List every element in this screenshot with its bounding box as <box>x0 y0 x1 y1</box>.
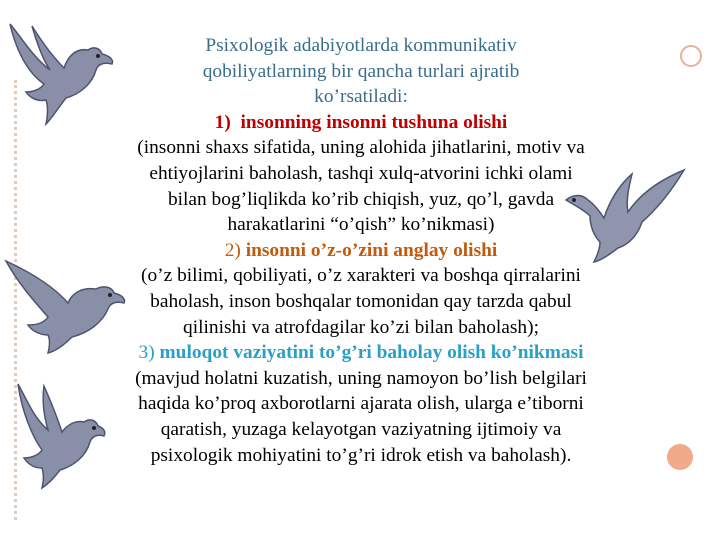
item-3-heading-line <box>70 340 652 366</box>
item-2-number: 2) <box>224 239 241 261</box>
item-1-number: 1) <box>214 111 231 133</box>
item-1-desc-line: harakatlarini “o’qish” ko’nikmasi) <box>227 214 495 236</box>
item-3-desc-line: haqida ko’proq axborotlarni ajarata olish, ularga e’tiborni <box>138 393 584 415</box>
item-3-desc-line: (mavjud holatni kuzatish, uning namoyon bo’lish belgilari <box>135 367 587 389</box>
item-3-heading: muloqot vaziyatini to’g’ri baholay olish ko’nikmasi <box>159 342 584 364</box>
decorative-circle-outline <box>680 45 702 67</box>
item-1-desc-line: ehtiyojlarini baholash, tashqi xulq-atvorini ichki olami <box>149 162 573 184</box>
item-2-heading-line <box>70 238 652 264</box>
slide-content <box>70 33 652 468</box>
item-1-heading: insonning insonni tushuna olishi <box>240 111 508 133</box>
item-1-heading-line <box>70 110 652 136</box>
item-2-heading: insonni o’z-o’zini anglay olishi <box>245 239 498 261</box>
item-3-number: 3) <box>138 342 155 364</box>
title-line-1: Psixologik adabiyotlarda kommunikativ <box>205 35 517 56</box>
title-line-3: ko’rsatiladi <box>314 86 403 108</box>
item-3-desc-line: qaratish, yuzaga kelayotgan vaziyatning ijtimoiy va <box>160 418 562 440</box>
item-2-desc-line: baholash, inson boshqalar tomonidan qay tarzda qabul <box>150 290 572 312</box>
item-2-desc-line: (o’z bilimi, qobiliyati, o’z xarakteri va boshqa qirralarini <box>141 265 581 287</box>
item-1-desc-line: (insonni shaxs sifatida, uning alohida jihatlarini, motiv va <box>137 137 585 159</box>
title-line-2: qobiliyatlarning bir qancha turlari ajratib <box>202 60 520 82</box>
decorative-circle-filled <box>667 444 693 470</box>
item-3-desc-line: psixologik mohiyatini to’g’ri idrok etish va baholash). <box>150 444 572 466</box>
item-2-desc-line: qilinishi va atrofdagilar ko’zi bilan baholash); <box>183 316 539 338</box>
title-line-3-wrap <box>70 84 652 110</box>
title-colon: : <box>402 86 408 108</box>
item-1-desc-line: bilan bog’liqlikda ko’rib chiqish, yuz, qo’l, gavda <box>167 188 555 210</box>
